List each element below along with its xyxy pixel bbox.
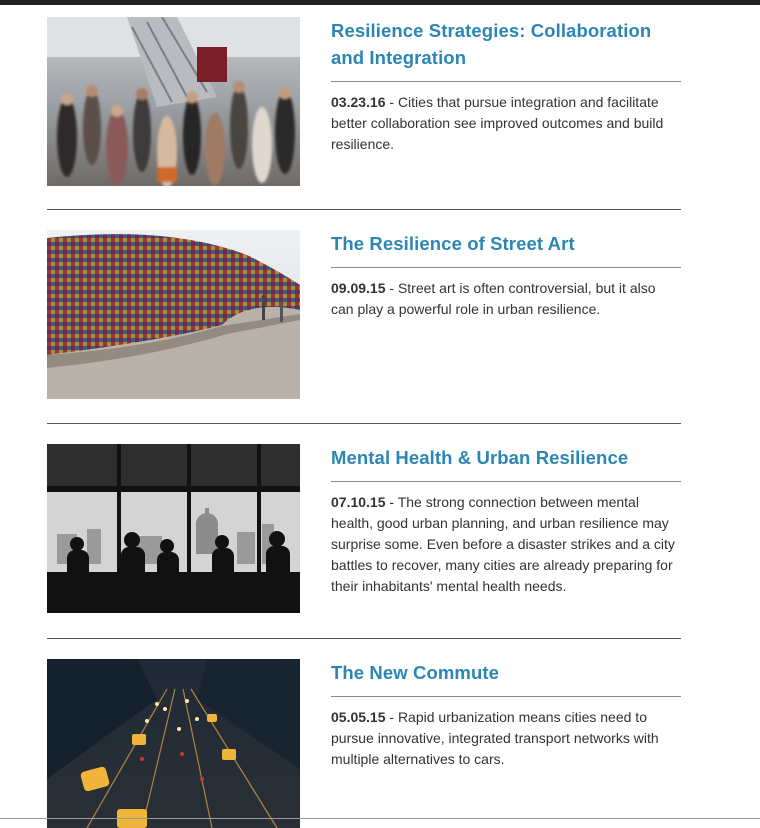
article-summary <box>331 492 681 597</box>
article-thumbnail[interactable] <box>47 230 300 399</box>
article-thumbnail[interactable] <box>47 659 300 828</box>
article-summary <box>331 707 681 770</box>
article-date: 09.09.15 <box>331 280 386 296</box>
article-title-link[interactable]: Mental Health & Urban Resilience <box>331 447 629 468</box>
article-thumbnail[interactable] <box>47 17 300 186</box>
article-summary-text: - Rapid urbanization means cities need to pursue innovative, integrated transport networks with multiple alternatives to cars. <box>331 709 659 767</box>
article-title-link[interactable]: The Resilience of Street Art <box>331 233 575 254</box>
article-content <box>331 444 681 597</box>
article-divider <box>47 209 681 210</box>
article-title <box>331 659 681 697</box>
city-window-silhouettes-image <box>47 444 300 613</box>
article-divider <box>47 638 681 639</box>
article-summary <box>331 278 681 320</box>
article-divider <box>47 423 681 424</box>
article-title <box>331 444 681 482</box>
article-summary-text: - Cities that pursue integration and facilitate better collaboration see improved outcomes and build resilience. <box>331 94 664 152</box>
article-content <box>331 17 681 155</box>
article-title <box>331 230 681 268</box>
article-date: 05.05.15 <box>331 709 386 725</box>
article-title <box>331 17 681 82</box>
article-thumbnail[interactable] <box>47 444 300 613</box>
article-title-link[interactable]: Resilience Strategies: Collaboration and Integration <box>331 20 652 68</box>
article-summary <box>331 92 681 155</box>
night-traffic-image <box>47 659 300 828</box>
article-content <box>331 659 681 770</box>
article-date: 03.23.16 <box>331 94 386 110</box>
top-bar <box>0 0 760 5</box>
article-summary-text: - The strong connection between mental health, good urban planning, and urban resilience may surprise some. Even before a disaster strikes and a city battles to recover, many cities are already preparing for their inhabitants' mental health needs. <box>331 494 675 594</box>
article-date: 07.10.15 <box>331 494 386 510</box>
street-art-wall-image <box>47 230 300 399</box>
crowd-station-image <box>47 17 300 186</box>
article-summary-text: - Street art is often controversial, but it also can play a powerful role in urban resilience. <box>331 280 656 317</box>
article-title-link[interactable]: The New Commute <box>331 662 500 683</box>
article-content <box>331 230 681 320</box>
bottom-border <box>0 818 760 819</box>
